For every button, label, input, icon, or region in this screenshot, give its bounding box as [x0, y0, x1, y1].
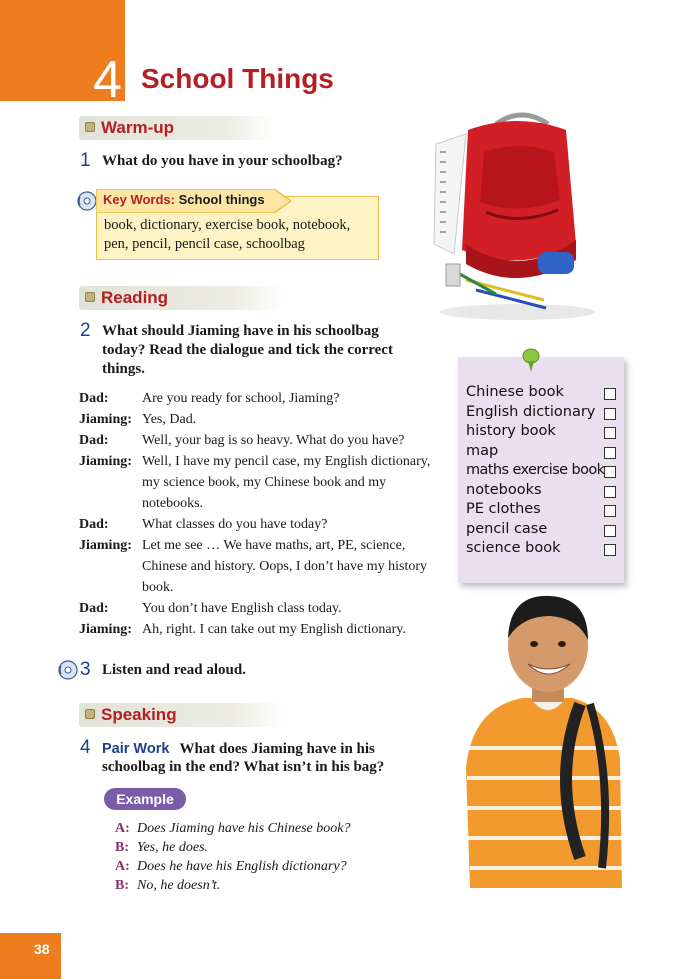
question-4-number: 4: [80, 737, 91, 758]
dialogue-line: Ah, right. I can take out my English dictionary.: [142, 622, 406, 637]
dialogue-line: What classes do you have today?: [142, 517, 328, 532]
question-2-number: 2: [80, 320, 91, 341]
section-title-speaking: Speaking: [101, 705, 177, 724]
dialogue-line: Well, I have my pencil case, my English dictionary,: [142, 454, 431, 469]
question-3-number: 3: [80, 659, 91, 680]
checkbox[interactable]: [604, 427, 616, 439]
dialogue-line: Yes, Dad.: [142, 412, 197, 427]
section-bullet-icon: [85, 709, 95, 719]
question-2-line-1: What should Jiaming have in his schoolbag: [102, 323, 379, 339]
dialogue-speaker: Jiaming:: [79, 412, 132, 427]
checklist-item: PE clothes: [466, 501, 541, 517]
example-speaker: B:: [115, 878, 129, 893]
question-2-line-3: things.: [102, 361, 145, 377]
checklist-item: map: [466, 443, 499, 459]
dialogue-speaker: Dad:: [79, 391, 109, 406]
section-bullet-icon: [85, 122, 95, 132]
dialogue-speaker: Jiaming:: [79, 538, 132, 553]
boy-illustration: [462, 588, 630, 888]
checkbox[interactable]: [604, 486, 616, 498]
question-3-text: Listen and read aloud.: [102, 662, 246, 678]
checkbox[interactable]: [604, 505, 616, 517]
section-title-reading: Reading: [101, 288, 169, 307]
checklist-item: science book: [466, 540, 561, 556]
dialogue-speaker: Jiaming:: [79, 622, 132, 637]
unit-number: 4: [93, 51, 122, 109]
page-number-box: [0, 933, 61, 979]
pair-work-label: Pair Work: [102, 741, 170, 757]
example-speaker: A:: [115, 821, 130, 836]
key-words-label: Key Words:: [103, 192, 175, 207]
checklist-item: pencil case: [466, 521, 548, 537]
checkbox[interactable]: [604, 388, 616, 400]
dialogue-line: book.: [142, 580, 174, 595]
checklist-item: history book: [466, 423, 556, 439]
checkbox[interactable]: [604, 447, 616, 459]
question-1-text: What do you have in your schoolbag?: [102, 153, 343, 169]
example-speaker: A:: [115, 859, 130, 874]
dialogue-line: Chinese and history. Oops, I don’t have my history: [142, 559, 428, 574]
question-4-line-2: schoolbag in the end? What isn’t in his bag?: [102, 759, 385, 775]
dialogue-speaker: Dad:: [79, 433, 109, 448]
checkbox[interactable]: [604, 525, 616, 537]
section-bar-speaking: [79, 703, 284, 727]
example-line: Does he have his English dictionary?: [137, 859, 347, 874]
dialogue-line: You don’t have English class today.: [142, 601, 342, 616]
checklist-item: Chinese book: [466, 384, 564, 400]
audio-cd-icon[interactable]: [77, 191, 97, 211]
section-bar-warmup: [79, 116, 274, 140]
question-2-line-2: today? Read the dialogue and tick the correct: [102, 342, 393, 358]
dialogue-speaker: Dad:: [79, 517, 109, 532]
dialogue-speaker: Jiaming:: [79, 454, 132, 469]
key-words-line-1: book, dictionary, exercise book, notebook,: [104, 217, 351, 233]
dialogue-speaker: Dad:: [79, 601, 109, 616]
key-words-line-2: pen, pencil, pencil case, schoolbag: [104, 236, 305, 252]
example-speaker: B:: [115, 840, 129, 855]
checkbox[interactable]: [604, 544, 616, 556]
dialogue-line: Well, your bag is so heavy. What do you have?: [142, 433, 405, 448]
checklist-item: maths exercise book: [466, 462, 605, 478]
key-words-topic: School things: [178, 192, 265, 207]
unit-title: School Things: [141, 63, 334, 94]
checkbox[interactable]: [604, 466, 616, 478]
key-words-heading: [103, 192, 265, 207]
page-number: 38: [34, 941, 50, 957]
question-1-number: 1: [80, 150, 91, 171]
example-label: Example: [116, 791, 174, 807]
checklist-item: English dictionary: [466, 404, 596, 420]
section-title-warmup: Warm-up: [101, 118, 175, 137]
question-4-line-1: [102, 739, 375, 759]
section-bullet-icon: [85, 292, 95, 302]
example-line: No, he doesn’t.: [137, 878, 221, 893]
question-4-text: What does Jiaming have in his: [179, 741, 375, 757]
example-line: Yes, he does.: [137, 840, 209, 855]
section-bar-reading: [79, 286, 284, 310]
checkbox[interactable]: [604, 408, 616, 420]
example-line: Does Jiaming have his Chinese book?: [137, 821, 351, 836]
dialogue-line: Let me see … We have maths, art, PE, science,: [142, 538, 406, 553]
schoolbag-illustration: [426, 104, 604, 324]
pushpin-icon: [519, 347, 543, 373]
dialogue-line: Are you ready for school, Jiaming?: [142, 391, 340, 406]
dialogue-line: notebooks.: [142, 496, 204, 511]
audio-cd-icon[interactable]: [58, 660, 78, 680]
dialogue-line: my science book, my Chinese book and my: [142, 475, 387, 490]
checklist-item: notebooks: [466, 482, 542, 498]
